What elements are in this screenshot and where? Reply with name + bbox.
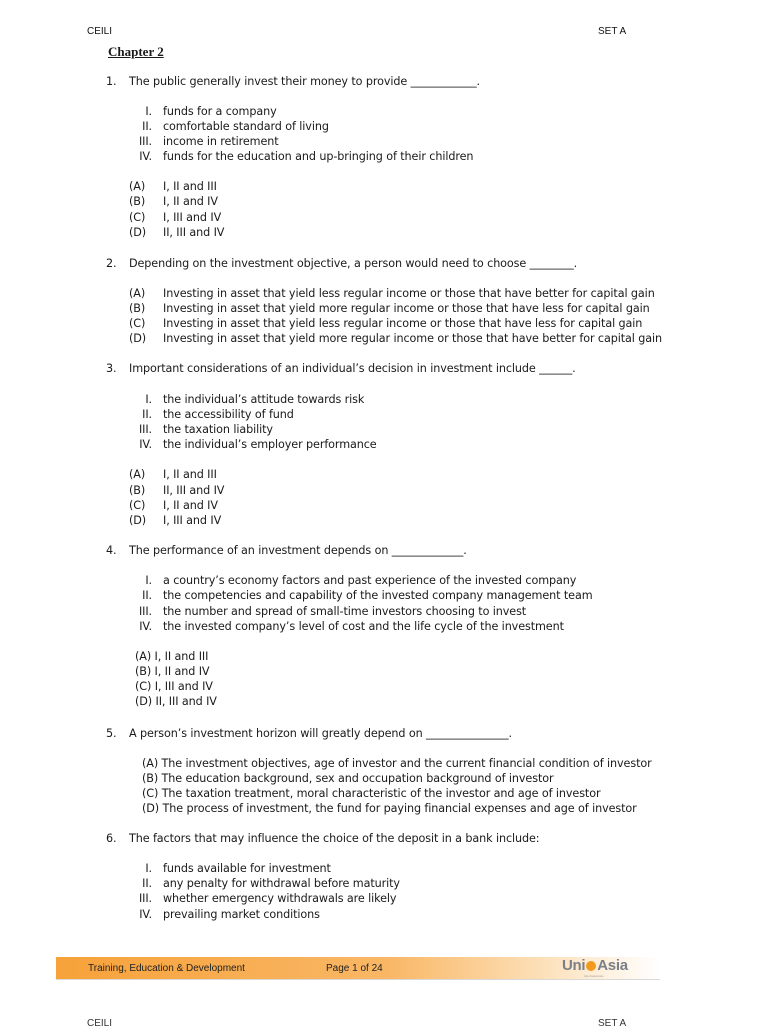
- item-text: the accessibility of fund: [163, 408, 294, 421]
- next-page-header-right: SET A: [598, 1018, 627, 1029]
- item-text: the taxation liability: [163, 423, 273, 436]
- footer-page-number: Page 1 of 24: [326, 963, 383, 974]
- question-text: Important considerations of an individual’s decision in investment include ______.: [129, 362, 576, 375]
- question-text: A person’s investment horizon will greatly depend on _______________.: [129, 727, 512, 740]
- option-text: I, II and III: [163, 468, 217, 481]
- logo-dot-icon: [586, 961, 596, 971]
- chapter-title: Chapter 2: [108, 44, 164, 59]
- item-text: funds available for investment: [163, 862, 331, 875]
- roman-numeral: III.: [138, 605, 152, 618]
- option-letter: (B): [129, 302, 146, 315]
- option-text: (A) The investment objectives, age of investor and the current financial condition of investor: [142, 757, 652, 770]
- roman-numeral: IV.: [139, 908, 152, 921]
- option-text: (B) I, II and IV: [135, 665, 210, 678]
- option-text: (A) I, II and III: [135, 650, 209, 663]
- question-text: The factors that may influence the choice of the deposit in a bank include:: [129, 832, 540, 845]
- item-text: funds for a company: [163, 105, 277, 118]
- option-text: Investing in asset that yield more regular income or those that have better for capital gain: [163, 332, 663, 345]
- logo-text-b: Asia: [597, 957, 628, 974]
- page-footer: [56, 957, 660, 980]
- option-letter: (C): [129, 211, 146, 224]
- question-number: 3.: [106, 362, 117, 375]
- option-text: I, II and IV: [163, 499, 218, 512]
- option-text: I, II and IV: [163, 195, 218, 208]
- roman-numeral: II.: [142, 120, 152, 133]
- option-text: (D) The process of investment, the fund for paying financial expenses and age of investor: [142, 802, 637, 815]
- option-text: II, III and IV: [163, 226, 225, 239]
- option-letter: (C): [129, 317, 146, 330]
- roman-numeral: III.: [138, 135, 152, 148]
- roman-numeral: IV.: [139, 438, 152, 451]
- header-right: SET A: [598, 26, 627, 37]
- option-letter: (A): [129, 287, 146, 300]
- footer-department: Training, Education & Development: [88, 963, 245, 974]
- question-number: 2.: [106, 257, 117, 270]
- item-text: prevailing market conditions: [163, 908, 320, 921]
- roman-numeral: IV.: [139, 150, 152, 163]
- uniasia-logo: [562, 957, 628, 974]
- option-text: Investing in asset that yield less regular income or those that have less for capital gain: [163, 317, 643, 330]
- roman-numeral: I.: [145, 105, 152, 118]
- option-letter: (D): [129, 226, 147, 239]
- logo-text-a: Uni: [562, 957, 586, 974]
- roman-numeral: II.: [142, 589, 152, 602]
- next-page-header-left: CEILI: [87, 1018, 113, 1029]
- question-text: The public generally invest their money to provide ____________.: [129, 75, 481, 88]
- item-text: whether emergency withdrawals are likely: [163, 892, 397, 905]
- item-text: comfortable standard of living: [163, 120, 329, 133]
- question-text: Depending on the investment objective, a person would need to choose ________.: [129, 257, 578, 270]
- roman-numeral: I.: [145, 574, 152, 587]
- question-number: 6.: [106, 832, 117, 845]
- roman-numeral: II.: [142, 877, 152, 890]
- option-text: (B) The education background, sex and occupation background of investor: [142, 772, 554, 785]
- option-letter: (C): [129, 499, 146, 512]
- option-text: Investing in asset that yield more regular income or those that have less for capital gain: [163, 302, 650, 315]
- option-letter: (B): [129, 195, 146, 208]
- roman-numeral: IV.: [139, 620, 152, 633]
- item-text: funds for the education and up-bringing of their children: [163, 150, 474, 163]
- option-text: I, III and IV: [163, 514, 222, 527]
- roman-numeral: III.: [138, 892, 152, 905]
- roman-numeral: I.: [145, 862, 152, 875]
- option-text: I, III and IV: [163, 211, 222, 224]
- item-text: income in retirement: [163, 135, 279, 148]
- item-text: the number and spread of small-time investors choosing to invest: [163, 605, 527, 618]
- question-number: 4.: [106, 544, 117, 557]
- question-number: 1.: [106, 75, 117, 88]
- item-text: the individual’s attitude towards risk: [163, 393, 365, 406]
- question-number: 5.: [106, 727, 117, 740]
- option-text: II, III and IV: [163, 484, 225, 497]
- option-text: Investing in asset that yield less regular income or those that have better for capital gain: [163, 287, 655, 300]
- item-text: the individual’s employer performance: [163, 438, 377, 451]
- item-text: any penalty for withdrawal before maturity: [163, 877, 400, 890]
- header-left: CEILI: [87, 26, 113, 37]
- option-text: (C) The taxation treatment, moral characteristic of the investor and age of investor: [142, 787, 601, 800]
- item-text: the invested company’s level of cost and the life cycle of the investment: [163, 620, 564, 633]
- option-text: I, II and III: [163, 180, 217, 193]
- option-text: (D) II, III and IV: [135, 695, 217, 708]
- roman-numeral: I.: [145, 393, 152, 406]
- item-text: the competencies and capability of the invested company management team: [163, 589, 593, 602]
- option-letter: (D): [129, 514, 147, 527]
- question-text: The performance of an investment depends on _____________.: [129, 544, 467, 557]
- option-letter: (D): [129, 332, 147, 345]
- logo-subtitle: Life Assurance: [584, 974, 604, 978]
- roman-numeral: II.: [142, 408, 152, 421]
- roman-numeral: III.: [138, 423, 152, 436]
- item-text: a country’s economy factors and past experience of the invested company: [163, 574, 577, 587]
- option-text: (C) I, III and IV: [135, 680, 213, 693]
- option-letter: (B): [129, 484, 146, 497]
- option-letter: (A): [129, 468, 146, 481]
- option-letter: (A): [129, 180, 146, 193]
